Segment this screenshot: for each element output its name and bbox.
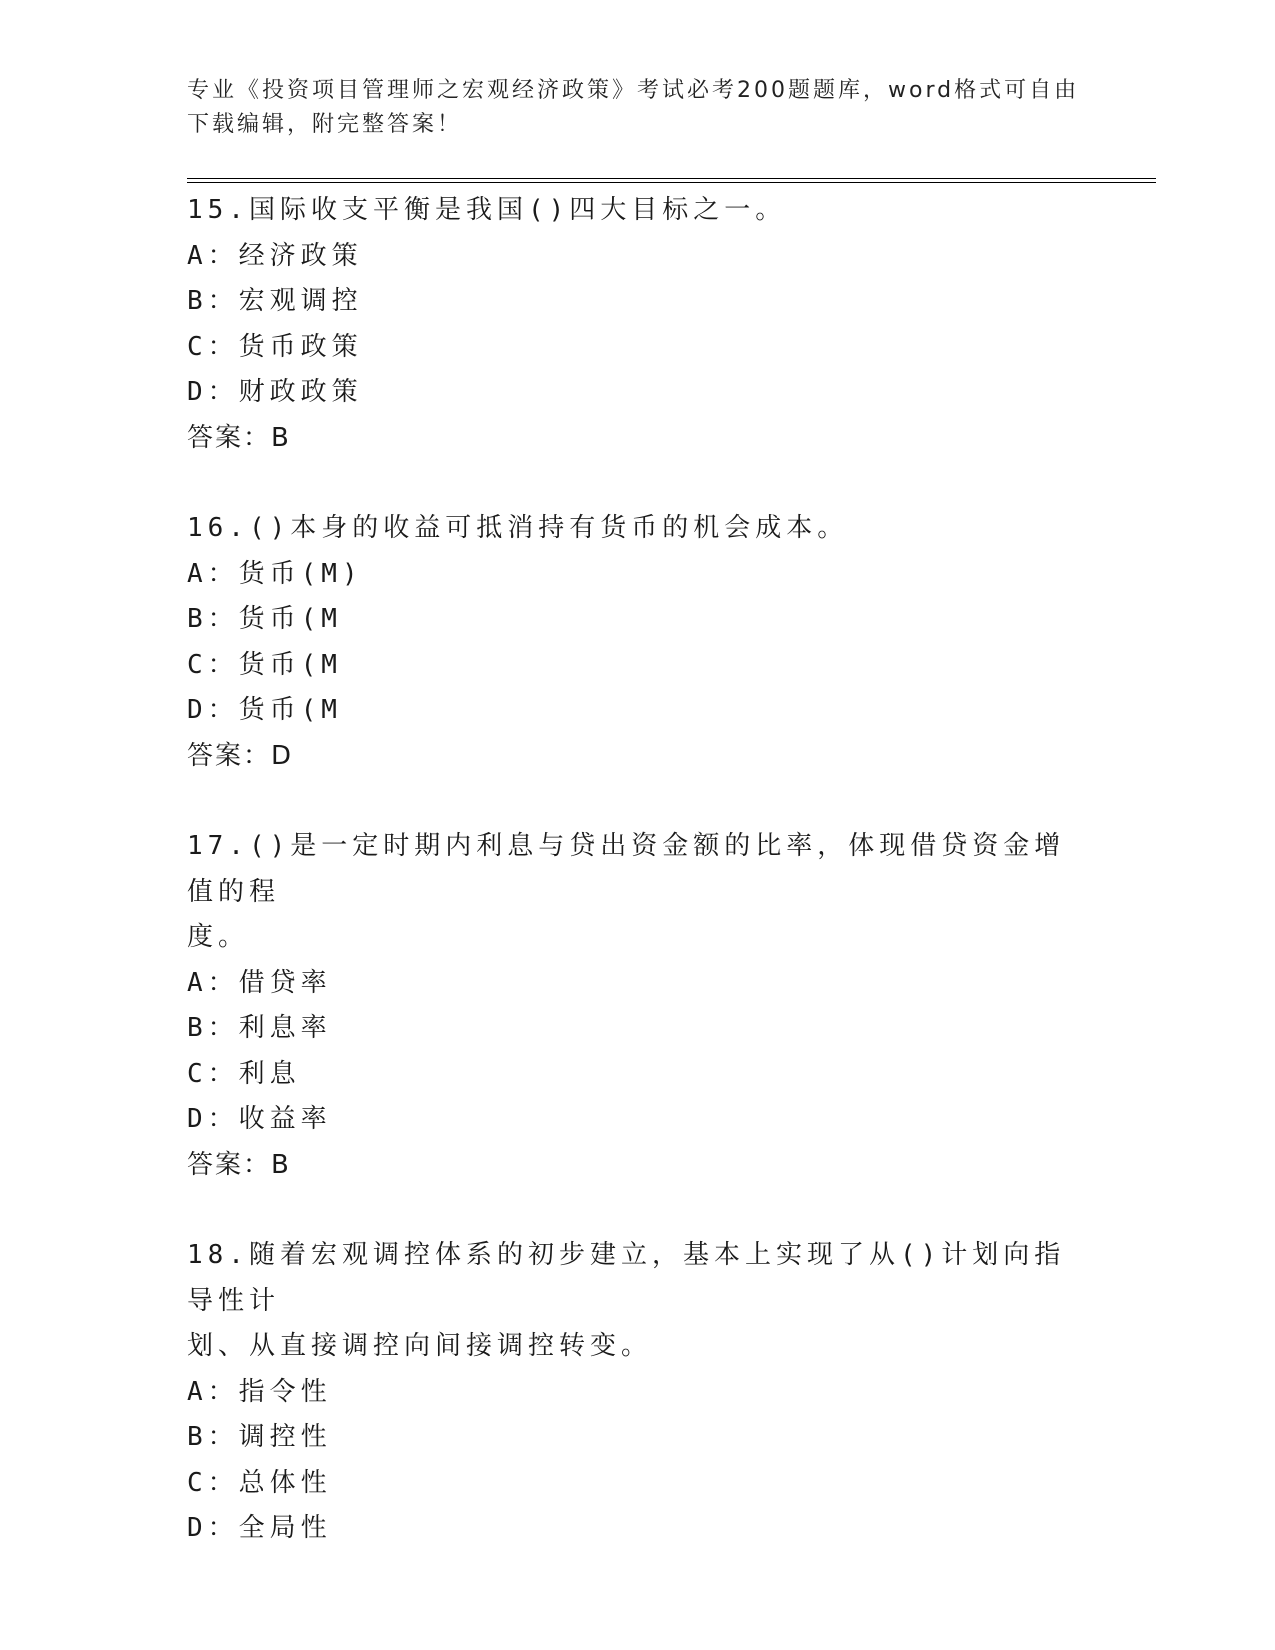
header-line-1: 专业《投资项目管理师之宏观经济政策》考试必考200题题库，word格式可自由 [187,78,1080,103]
answer-line: 答案：B [187,422,291,453]
question-stem: 15.国际收支平衡是我国()四大目标之一。 [187,195,787,225]
option-b: B：利息率 [187,1013,332,1043]
question-stem: 16.()本身的收益可抵消持有货币的机会成本。 [187,513,849,543]
question-item [187,188,1087,461]
question-item [187,1233,1087,1552]
option-a: A：经济政策 [187,240,363,271]
option-c: C：利息 [187,1058,301,1089]
option-d: D：财政政策 [187,377,363,407]
question-stem-line-2: 划、从直接调控向间接调控转变。 [187,1331,653,1361]
header-divider-bottom [187,182,1156,183]
answer-line: 答案：B [187,1149,291,1180]
option-b: B：宏观调控 [187,286,363,316]
question-item [187,824,1087,1188]
question-stem-line-2: 度。 [187,922,250,952]
option-d: D：全局性 [187,1513,332,1543]
question-stem-line-1: 17.()是一定时期内利息与贷出资金额的比率，体现借贷资金增值的程 [187,831,1066,907]
option-b: B：货币(M [187,604,342,634]
option-c: C：货币政策 [187,331,363,362]
option-a: A：借贷率 [187,967,332,998]
option-c: C：总体性 [187,1467,332,1498]
header-divider-top [187,178,1156,179]
header-line-2: 下载编辑，附完整答案！ [187,112,463,137]
answer-line: 答案：D [187,740,294,771]
option-d: D：收益率 [187,1104,332,1134]
option-c: C：货币(M [187,649,342,680]
option-a: A：货币(M) [187,558,363,589]
document-header [187,74,1087,142]
question-stem-line-1: 18.随着宏观调控体系的初步建立，基本上实现了从()计划向指导性计 [187,1240,1066,1316]
option-d: D：货币(M [187,695,342,725]
option-b: B：调控性 [187,1422,332,1452]
question-item [187,506,1087,779]
question-list [187,188,1087,1552]
option-a: A：指令性 [187,1376,332,1407]
